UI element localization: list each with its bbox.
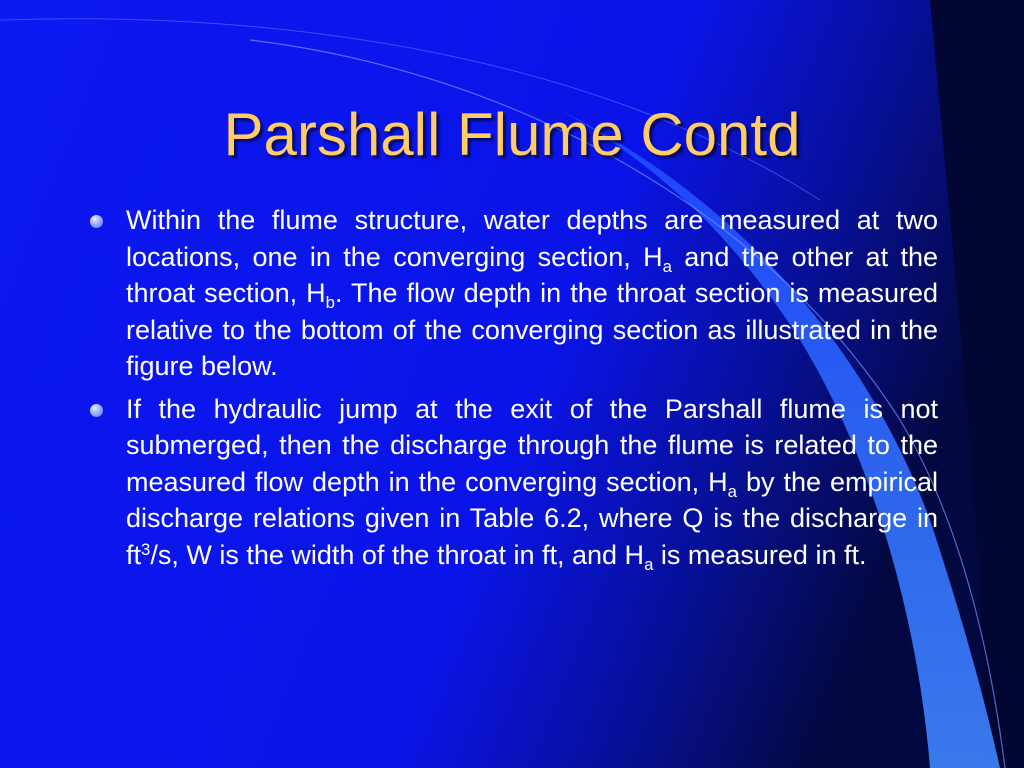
subscript-a: a (662, 256, 672, 276)
bullet-dot-icon (90, 404, 103, 417)
slide-body (88, 202, 938, 579)
bullet-2-text-part3: /s, W is the width of the throat in ft, and H (150, 539, 645, 570)
bullet-1-text-part2: and the other at the throat section, H (126, 241, 938, 308)
bullet-item-2 (88, 391, 938, 574)
bullet-dot-icon (90, 215, 103, 228)
bullet-1-text-part3: . The flow depth in the throat section is measured relative to the bottom of the converging section as illustrated in the figure below. (126, 278, 938, 381)
bullet-list (88, 202, 938, 573)
slide-title: Parshall Flume Contd (223, 101, 801, 168)
subscript-a: a (727, 481, 737, 501)
bullet-2-text-part4: is measured in ft. (653, 539, 867, 570)
bullet-2-text-part2: by the empirical discharge relations given in Table 6.2, where Q is the discharge in ft (126, 466, 938, 570)
superscript-3: 3 (141, 539, 151, 559)
subscript-b: b (325, 292, 335, 312)
bullet-item-1 (88, 202, 938, 385)
bullet-2-text-part1: If the hydraulic jump at the exit of the Parshall flume is not submerged, then the discharge through the flume is related to the measured flow depth in the converging section, H (126, 393, 938, 497)
subscript-a: a (644, 554, 654, 574)
bullet-1-text-part1: Within the flume structure, water depths are measured at two locations, one in the converging section, H (126, 205, 938, 272)
